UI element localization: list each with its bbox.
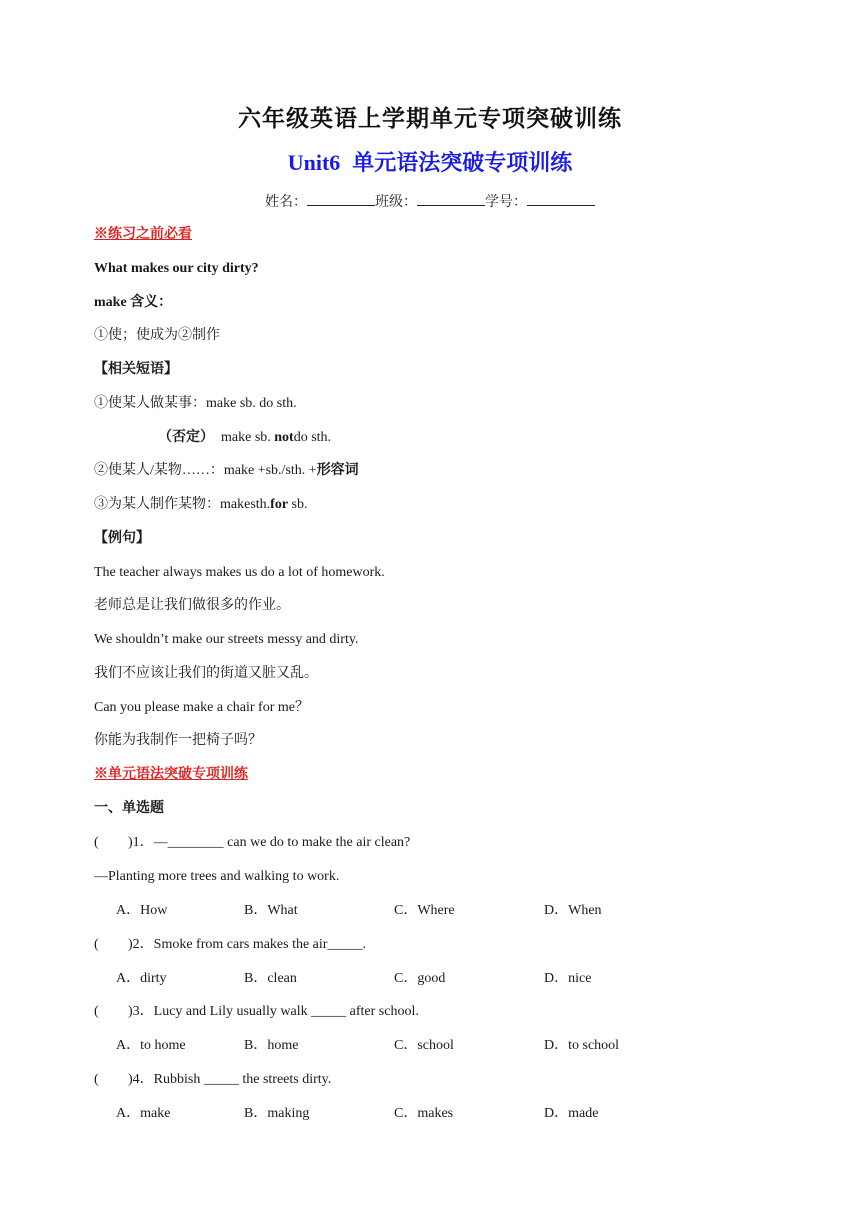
option-d[interactable]: D．nice xyxy=(544,971,592,986)
option-a[interactable]: A．make xyxy=(116,1106,171,1121)
answer-paren-close: ) xyxy=(128,1072,133,1087)
answer-paren-close: ) xyxy=(128,937,133,952)
option-b[interactable]: B．What xyxy=(244,903,298,918)
class-label: 班级： xyxy=(375,195,417,210)
page-title: 六年级英语上学期单元专项突破训练 xyxy=(238,106,622,131)
option-c[interactable]: C．good xyxy=(394,971,446,986)
question-1 xyxy=(94,834,410,852)
examples-heading: 【例句】 xyxy=(94,531,150,546)
phrase-3-part-b: for xyxy=(270,497,289,512)
option-d[interactable]: D．When xyxy=(544,903,602,918)
class-blank xyxy=(417,193,485,206)
subtitle-unit: Unit6 xyxy=(287,150,341,175)
option-a[interactable]: A．dirty xyxy=(116,971,167,986)
option-b[interactable]: B．clean xyxy=(244,971,297,986)
phrase-3-part-c: sb. xyxy=(288,497,308,512)
question-3 xyxy=(94,1003,419,1021)
answer-paren[interactable]: ( xyxy=(94,937,99,952)
question-1-answer-line: —Planting more trees and walking to work. xyxy=(94,869,340,884)
id-blank xyxy=(527,193,595,206)
phrase-1: ①使某人做某事：make sb. do sth. xyxy=(94,396,297,411)
make-meaning-label: make 含义： xyxy=(94,295,173,310)
question-stem: 1．—________ can we do to make the air clean? xyxy=(132,835,411,850)
answer-paren[interactable]: ( xyxy=(94,1004,99,1019)
answer-paren-close: ) xyxy=(128,835,133,850)
question-stem: 4．Rubbish _____ the streets dirty. xyxy=(132,1072,332,1087)
phrase-2-part-a: ②使某人/某物……：make +sb./sth. + xyxy=(94,463,317,478)
name-label: 姓名： xyxy=(265,195,307,210)
option-a[interactable]: A．How xyxy=(116,903,168,918)
phrase-2-part-b: 形容词 xyxy=(316,463,359,478)
example-2-zh: 我们不应该让我们的街道又脏又乱。 xyxy=(94,666,318,681)
exercise-heading: ※单元语法突破专项训练 xyxy=(94,767,248,782)
option-d[interactable]: D．to school xyxy=(544,1038,620,1053)
option-c[interactable]: C．school xyxy=(394,1038,454,1053)
example-1-zh: 老师总是让我们做很多的作业。 xyxy=(94,598,290,613)
student-info-line xyxy=(0,191,860,211)
question-2 xyxy=(94,936,366,954)
negative-part-c: do sth. xyxy=(293,430,332,445)
answer-paren[interactable]: ( xyxy=(94,835,99,850)
example-2-en: We shouldn’t make our streets messy and dirty. xyxy=(94,632,359,647)
phrases-heading: 【相关短语】 xyxy=(94,362,178,377)
phrase-3 xyxy=(94,496,308,514)
negative-part-a: make sb. xyxy=(221,430,275,445)
id-label: 学号： xyxy=(485,195,527,210)
example-3-zh: 你能为我制作一把椅子吗？ xyxy=(94,733,262,748)
make-meanings: ①使；使成为②制作 xyxy=(94,328,220,343)
answer-paren-close: ) xyxy=(128,1004,133,1019)
option-a[interactable]: A．to home xyxy=(116,1038,186,1053)
question-4 xyxy=(94,1071,331,1089)
notes-heading: ※练习之前必看 xyxy=(94,227,192,242)
option-c[interactable]: C．Where xyxy=(394,903,455,918)
question-stem: 2．Smoke from cars makes the air_____. xyxy=(132,937,366,952)
name-blank xyxy=(307,193,375,206)
phrase-3-part-a: ③为某人制作某物：makesth. xyxy=(94,497,271,512)
option-b[interactable]: B．home xyxy=(244,1038,299,1053)
question-stem: 3．Lucy and Lily usually walk _____ after school. xyxy=(132,1004,419,1019)
example-3-en: Can you please make a chair for me？ xyxy=(94,700,309,715)
option-c[interactable]: C．makes xyxy=(394,1106,454,1121)
section-title: 一、单选题 xyxy=(94,801,164,816)
option-d[interactable]: D．made xyxy=(544,1106,599,1121)
notes-question: What makes our city dirty? xyxy=(94,261,259,276)
page-subtitle xyxy=(0,146,860,177)
subtitle-text: 单元语法突破专项训练 xyxy=(352,150,573,175)
negative-label: （否定） xyxy=(158,430,214,445)
option-b[interactable]: B．making xyxy=(244,1106,310,1121)
negative-part-b: not xyxy=(274,430,294,445)
phrase-1-negative xyxy=(158,429,331,447)
phrase-2 xyxy=(94,462,359,480)
example-1-en: The teacher always makes us do a lot of homework. xyxy=(94,565,385,580)
answer-paren[interactable]: ( xyxy=(94,1072,99,1087)
